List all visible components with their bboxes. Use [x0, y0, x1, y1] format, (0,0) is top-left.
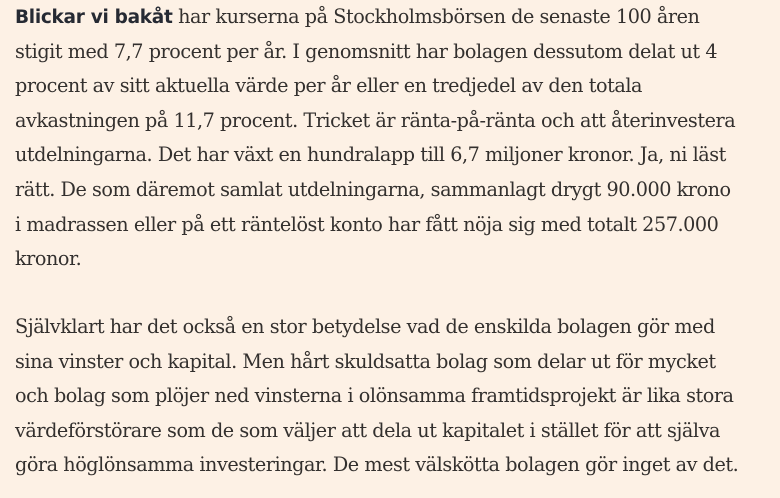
- paragraph-line: sina vinster och kapital. Men hårt skuldsatta bolag som delar ut för mycket: [15, 349, 716, 373]
- paragraph-line: kronor.: [15, 247, 82, 271]
- paragraph-line: göra höglönsamma investeringar. De mest välskötta bolagen gör inget av det.: [15, 453, 739, 477]
- paragraph-lead: Blickar vi bakåt: [15, 7, 173, 28]
- paragraph-line-text: har kurserna på Stockholmsbörsen de senaste 100 åren: [172, 5, 700, 28]
- paragraph-line: och bolag som plöjer ned vinsterna i olönsamma framtidsprojekt är lika stora: [15, 384, 734, 408]
- paragraph-line: i madrassen eller på ett räntelöst konto har fått nöja sig med totalt 257.000: [15, 212, 719, 236]
- paragraph-line: [15, 0, 735, 35]
- paragraph-line: utdelningarna. Det har växt en hundralapp till 6,7 miljoner kronor. Ja, ni läst: [15, 143, 726, 167]
- paragraph-line: procent av sitt aktuella värde per år eller en tredjedel av den totala: [15, 74, 642, 98]
- paragraph-1: [15, 0, 735, 277]
- paragraph-line: rätt. De som däremot samlat utdelningarna, sammanlagt drygt 90.000 krono: [15, 177, 731, 201]
- paragraph-line: avkastningen på 11,7 procent. Tricket är ränta-på-ränta och att återinvestera: [15, 108, 736, 132]
- paragraph-2: [15, 310, 738, 483]
- paragraph-line: stigit med 7,7 procent per år. I genomsnitt har bolagen dessutom delat ut 4: [15, 39, 718, 63]
- paragraph-line: värdeförstörare som de som väljer att dela ut kapitalet i stället för att själva: [15, 418, 720, 442]
- paragraph-line: Självklart har det också en stor betydelse vad de enskilda bolagen gör med: [15, 315, 715, 338]
